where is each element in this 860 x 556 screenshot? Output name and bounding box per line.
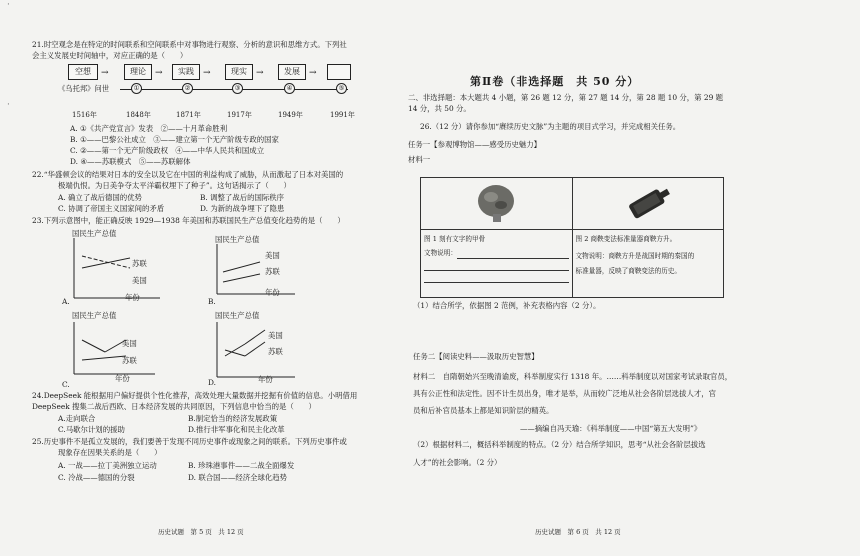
q24-option: C.马歇尔计划的援助	[58, 425, 125, 434]
graph-b-axes	[205, 244, 315, 304]
q24-option: B.制定恰当的经济发展政策	[188, 414, 278, 423]
timeline-stage: 发展	[278, 64, 306, 80]
graph-a-x-label: 年份	[125, 293, 140, 302]
timeline-year: 1871年	[176, 111, 201, 119]
timeline-marker: ②	[182, 83, 193, 94]
graph-b-x-label: 年份	[265, 288, 280, 297]
q25-stem-line1: 25.历史事件不是孤立发展的，我们要善于发现不同历史事件或现象之间的联系。下列历史事件或	[32, 437, 347, 446]
q24-stem-line2: DeepSeek 搜集二战后西欧、日本经济发展的共同原因，下列信息中恰当的是（ ）	[32, 402, 316, 411]
sub-question-1: （1）结合所学，依据图 2 范例，补充表格内容（2 分）。	[413, 301, 601, 310]
q24-option: A.走向联合	[58, 414, 96, 423]
timeline-marker: ④	[284, 83, 295, 94]
q21-stem-line1: 21.时空观念是在特定的时间联系和空间联系中对事物进行观察、分析的意识和思维方式。下列社	[32, 40, 347, 49]
q22-stem-line1: 22.“华盛顿会议的结果对日本的安全以及它在中国的利益构成了威胁，从而激起了日本对美国的	[32, 170, 344, 179]
timeline-stage: 理论	[124, 64, 152, 80]
page-footer: 历史试题 第 5 页 共 12 页	[158, 528, 244, 536]
graph-b	[205, 244, 315, 314]
graph-d-series-label: 苏联	[268, 347, 283, 356]
q25-option: A. 一战——拉丁美洲独立运动	[58, 461, 157, 470]
q25-option: C. 冷战——德国的分裂	[58, 473, 135, 482]
graph-a-letter: A.	[62, 297, 70, 306]
artifact-table	[420, 177, 724, 298]
timeline-arrow: →	[155, 68, 163, 78]
page-footer: 历史试题 第 6 页 共 12 页	[535, 528, 621, 536]
graph-a	[60, 238, 170, 308]
artifact-note-cell-1	[421, 230, 573, 298]
timeline-year: 1516年	[72, 111, 97, 119]
graph-c-x-label: 年份	[115, 374, 130, 383]
answer-line[interactable]	[424, 271, 569, 283]
graph-d-x-label: 年份	[258, 375, 273, 384]
fig2-note-line1: 文物说明：商鞅方升是战国时期的秦国的	[575, 252, 695, 260]
timeline-arrow: →	[309, 68, 317, 78]
q22-stem-line2: 极端仇恨。为日美争夺太平洋霸权埋下了种子”。这句话揭示了（ ）	[58, 181, 291, 190]
fig1-note-label: 文物说明：	[424, 249, 457, 257]
timeline-arrow: →	[101, 68, 109, 78]
material2-line1: 材料二 自隋朝始兴至晚清谕废，科举制度实行 1318 年。……科举制度以对国家考试录取官员，	[413, 372, 733, 381]
timeline-marker: ⑤	[336, 83, 347, 94]
timeline-year: 1848年	[126, 111, 151, 119]
q21-stem-line2: 会主义发展史时间轴中，对应正确的是（ ）	[32, 51, 188, 60]
timeline-stage-empty	[327, 64, 351, 80]
q22-option: D. 为新的战争埋下了隐患	[200, 204, 285, 213]
section-title: 第Ⅱ卷（非选择题 共 50 分）	[470, 75, 640, 88]
timeline-year: 1949年	[278, 111, 303, 119]
q22-option: A. 确立了战后德国的优势	[58, 193, 142, 202]
graph-a-series-label: 美国	[132, 276, 147, 285]
timeline-stage: 实践	[172, 64, 200, 80]
artifact-note-cell-2	[572, 230, 724, 298]
graph-d-y-label: 国民生产总值	[215, 311, 260, 320]
graph-a-series-label: 苏联	[132, 259, 147, 268]
graph-c-series-label: 美国	[122, 339, 137, 348]
graph-a-axes	[60, 238, 170, 308]
material2-line3: 员和后补官员基本上都是知识阶层的精英。	[413, 406, 554, 415]
timeline-year: 1917年	[227, 111, 252, 119]
timeline-arrow: →	[203, 68, 211, 78]
sub-question-2-line1: （2）根据材料二，概括科举制度的特点。（2 分）结合所学知识，思考“从社会各阶层拔选	[413, 440, 706, 449]
q26-stem: 26.（12 分）请你参加“赓续历史文脉”为主题的项目式学习，并完成相关任务。	[420, 122, 681, 131]
answer-line[interactable]	[424, 259, 569, 271]
task1-title: 任务一【参观博物馆——感受历史魅力】	[408, 140, 542, 149]
q22-option: B. 调整了战后的国际秩序	[200, 193, 285, 202]
q23-stem: 23.下列示意图中，能正确反映 1929—1938 年美国和苏联国民生产总值变化趋势的是（ ）	[32, 216, 345, 225]
q24-stem-line1: 24.DeepSeek 能根据用户偏好提供个性化推荐，高效处理大量数据并挖掘有价值的信息。小明借用	[32, 391, 358, 400]
task2-title: 任务二【阅读史料——汲取历史智慧】	[413, 352, 539, 361]
graph-c-series-label: 苏联	[122, 356, 137, 365]
binding-marks: · ·	[7, 0, 10, 110]
timeline-marker: ①	[131, 83, 142, 94]
artifact-image-cell-2	[572, 178, 724, 230]
graph-c-y-label: 国民生产总值	[72, 311, 117, 320]
graph-b-letter: B.	[208, 297, 216, 306]
q25-option: D. 联合国——经济全球化趋势	[188, 473, 288, 482]
fig1-caption: 图 1 刻有文字的甲骨	[424, 235, 486, 243]
timeline-arrow: →	[256, 68, 264, 78]
material2-source: ——摘编自冯天瑜：《科举制度——中国“第五大发明”》	[520, 424, 702, 433]
graph-d-axes	[205, 322, 315, 382]
graph-d-series-label: 美国	[268, 331, 283, 340]
q22-option: C. 协调了帝国主义国家间的矛盾	[58, 204, 165, 213]
shang-yang-measure-image	[623, 181, 673, 223]
timeline-year: 1991年	[330, 111, 355, 119]
graph-b-series-label: 苏联	[265, 267, 280, 276]
q21-option: C. ②——第一个无产阶级政权 ④——中华人民共和国成立	[70, 146, 265, 155]
q25-stem-line2: 现象存在因果关系的是（ ）	[58, 448, 162, 457]
timeline-stage: 现实	[225, 64, 253, 80]
q21-option: D. ④——苏联模式 ⑤——苏联解体	[70, 157, 191, 166]
graph-b-series-label: 美国	[265, 251, 280, 260]
oracle-bone-image	[473, 181, 519, 223]
fig2-caption: 图 2 商鞅变法标准量器商鞅方升。	[575, 235, 677, 243]
q21-option: A. ①《共产党宣言》发表 ②——十月革命胜利	[70, 124, 228, 133]
material1-label: 材料一	[408, 155, 431, 164]
fig2-note-line2: 标准量器，反映了商鞅变法的历史。	[575, 267, 681, 275]
graph-b-y-label: 国民生产总值	[215, 235, 260, 244]
q24-option: D.推行非军事化和民主化改革	[188, 425, 285, 434]
graph-a-y-label: 国民生产总值	[72, 229, 117, 238]
section-intro-line1: 二、非选择题：本大题共 4 小题，第 26 题 12 分，第 27 题 14 分，第 28 题 10 分，第 29 题	[408, 93, 724, 102]
q25-option: B. 珍珠港事件——二战全面爆发	[188, 461, 295, 470]
q21-option: B. ①——巴黎公社成立 ③——建立第一个无产阶级专政的国家	[70, 135, 279, 144]
material2-line2: 具有公正性和法定性。因不计生员出身，唯才是举，从而较广泛地从社会各阶层选拔人才，官	[413, 389, 717, 398]
sub-question-2-line2: 人才”的社会影响。（2 分）	[413, 458, 502, 467]
graph-d-letter: D.	[208, 378, 217, 387]
graph-c-letter: C.	[62, 380, 70, 389]
timeline-stage: 空想	[68, 64, 98, 80]
artifact-image-cell-1	[421, 178, 573, 230]
timeline-marker: ③	[232, 83, 243, 94]
section-intro-line2: 14 分，共 50 分。	[408, 104, 471, 113]
timeline-start-event: 《乌托邦》问世	[58, 84, 110, 93]
answer-line[interactable]	[457, 247, 569, 259]
